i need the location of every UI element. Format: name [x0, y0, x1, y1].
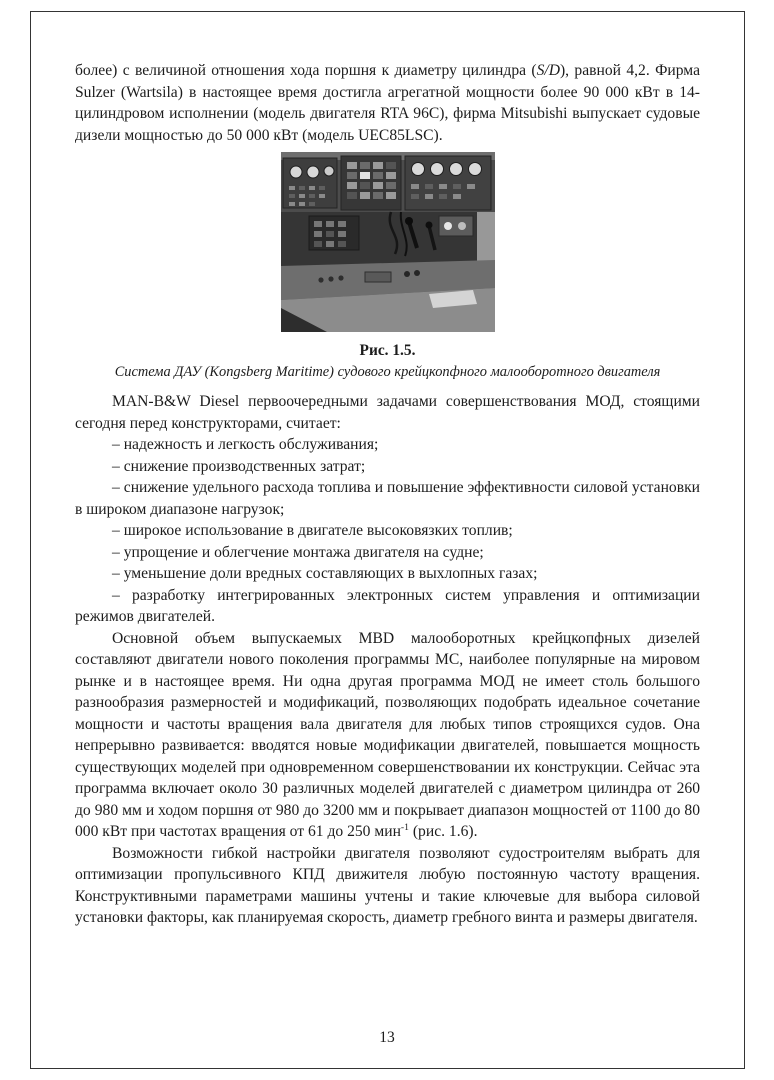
- task-list-item-1: – надежность и легкость обслуживания;: [112, 436, 379, 453]
- page-number: 13: [379, 1029, 395, 1046]
- task-list-item-4: – широкое использование в двигателе высоковязких топлив;: [112, 522, 513, 539]
- intro-text-post: ), равной 4,2. Фирма Sulzer (Wartsila) в настоящее время достигла агрегатной мощности более 90 000 кВт в 14-цилиндровом исполнении (модель двигателя RTA 96C), фирма Mitsubishi выпускает судовые дизели мощностью до 50 000 кВт (модель UEC85LSC).: [75, 62, 700, 144]
- task-list-item-2: – снижение производственных затрат;: [112, 457, 366, 475]
- task-list-item-5: – упрощение и облегчение монтажа двигателя на судне;: [112, 543, 484, 561]
- figure-label: Рис. 1.5.: [359, 342, 416, 359]
- sd-ratio-term: S/D: [536, 62, 560, 79]
- figure-caption: Система ДАУ (Kongsberg Maritime) судового крейцкопфного малооборотного двигателя: [114, 364, 661, 380]
- intro-text-pre: более) с величиной отношения хода поршня к диаметру цилиндра (: [75, 62, 537, 79]
- task-list-item-3: – снижение удельного расхода топлива и повышение эффективности силовой установки в широком диапазоне нагрузок;: [75, 479, 700, 518]
- mc-superscript: -1: [400, 821, 409, 833]
- paragraph-intro: [75, 60, 700, 146]
- mc-text-post: (рис. 1.6).: [408, 823, 478, 840]
- dau-console-photo: [281, 152, 495, 332]
- task-list-item-7: – разработку интегрированных электронных систем управления и оптимизации режимов двигателей.: [75, 586, 700, 625]
- paragraph-man-bw: MAN-B&W Diesel первоочередными задачами совершенствования МОД, стоящими сегодня перед конструкторами, считает:: [75, 393, 700, 432]
- figure-1-5: [281, 152, 495, 332]
- mc-text-pre: Основной объем выпускаемых MBD малооборотных крейцкопфных дизелей составляют двигатели нового поколения программы MC, наиболее популярные на мировом рынке и в настоящее время. Ни одна другая программа МОД не имеет столь большого разнообразия размерностей и модификаций, позволяющих подобрать идеальное сочетание мощности и частоты вращения вала двигателя для любых типов строящихся судов. Она непрерывно развивается: вводятся новые модификации двигателей, повышается мощность существующих моделей при одновременном совершенствовании их конструкции. Сейчас эта программа включает около 30 различных моделей двигателей с диаметром цилиндра от 260 до 980 мм и ходом поршня от 980 до 3200 мм и покрывает диапазон мощностей от 1100 до 80 000 кВт при частотах вращения от 61 до 250 мин: [75, 629, 700, 840]
- paragraph-final: Возможности гибкой настройки двигателя позволяют судостроителям выбрать для оптимизации пропульсивного КПД движителя любую постоянную частоту вращения. Конструктивными параметрами машины учтены и такие ключевые для выбора силовой установки факторы, как планируемая скорость, диаметр гребного винта и размеры двигателя.: [75, 844, 700, 926]
- paragraph-mc-program: [75, 628, 700, 843]
- task-list-item-6: – уменьшение доли вредных составляющих в выхлопных газах;: [112, 565, 538, 582]
- page-content: [75, 60, 700, 929]
